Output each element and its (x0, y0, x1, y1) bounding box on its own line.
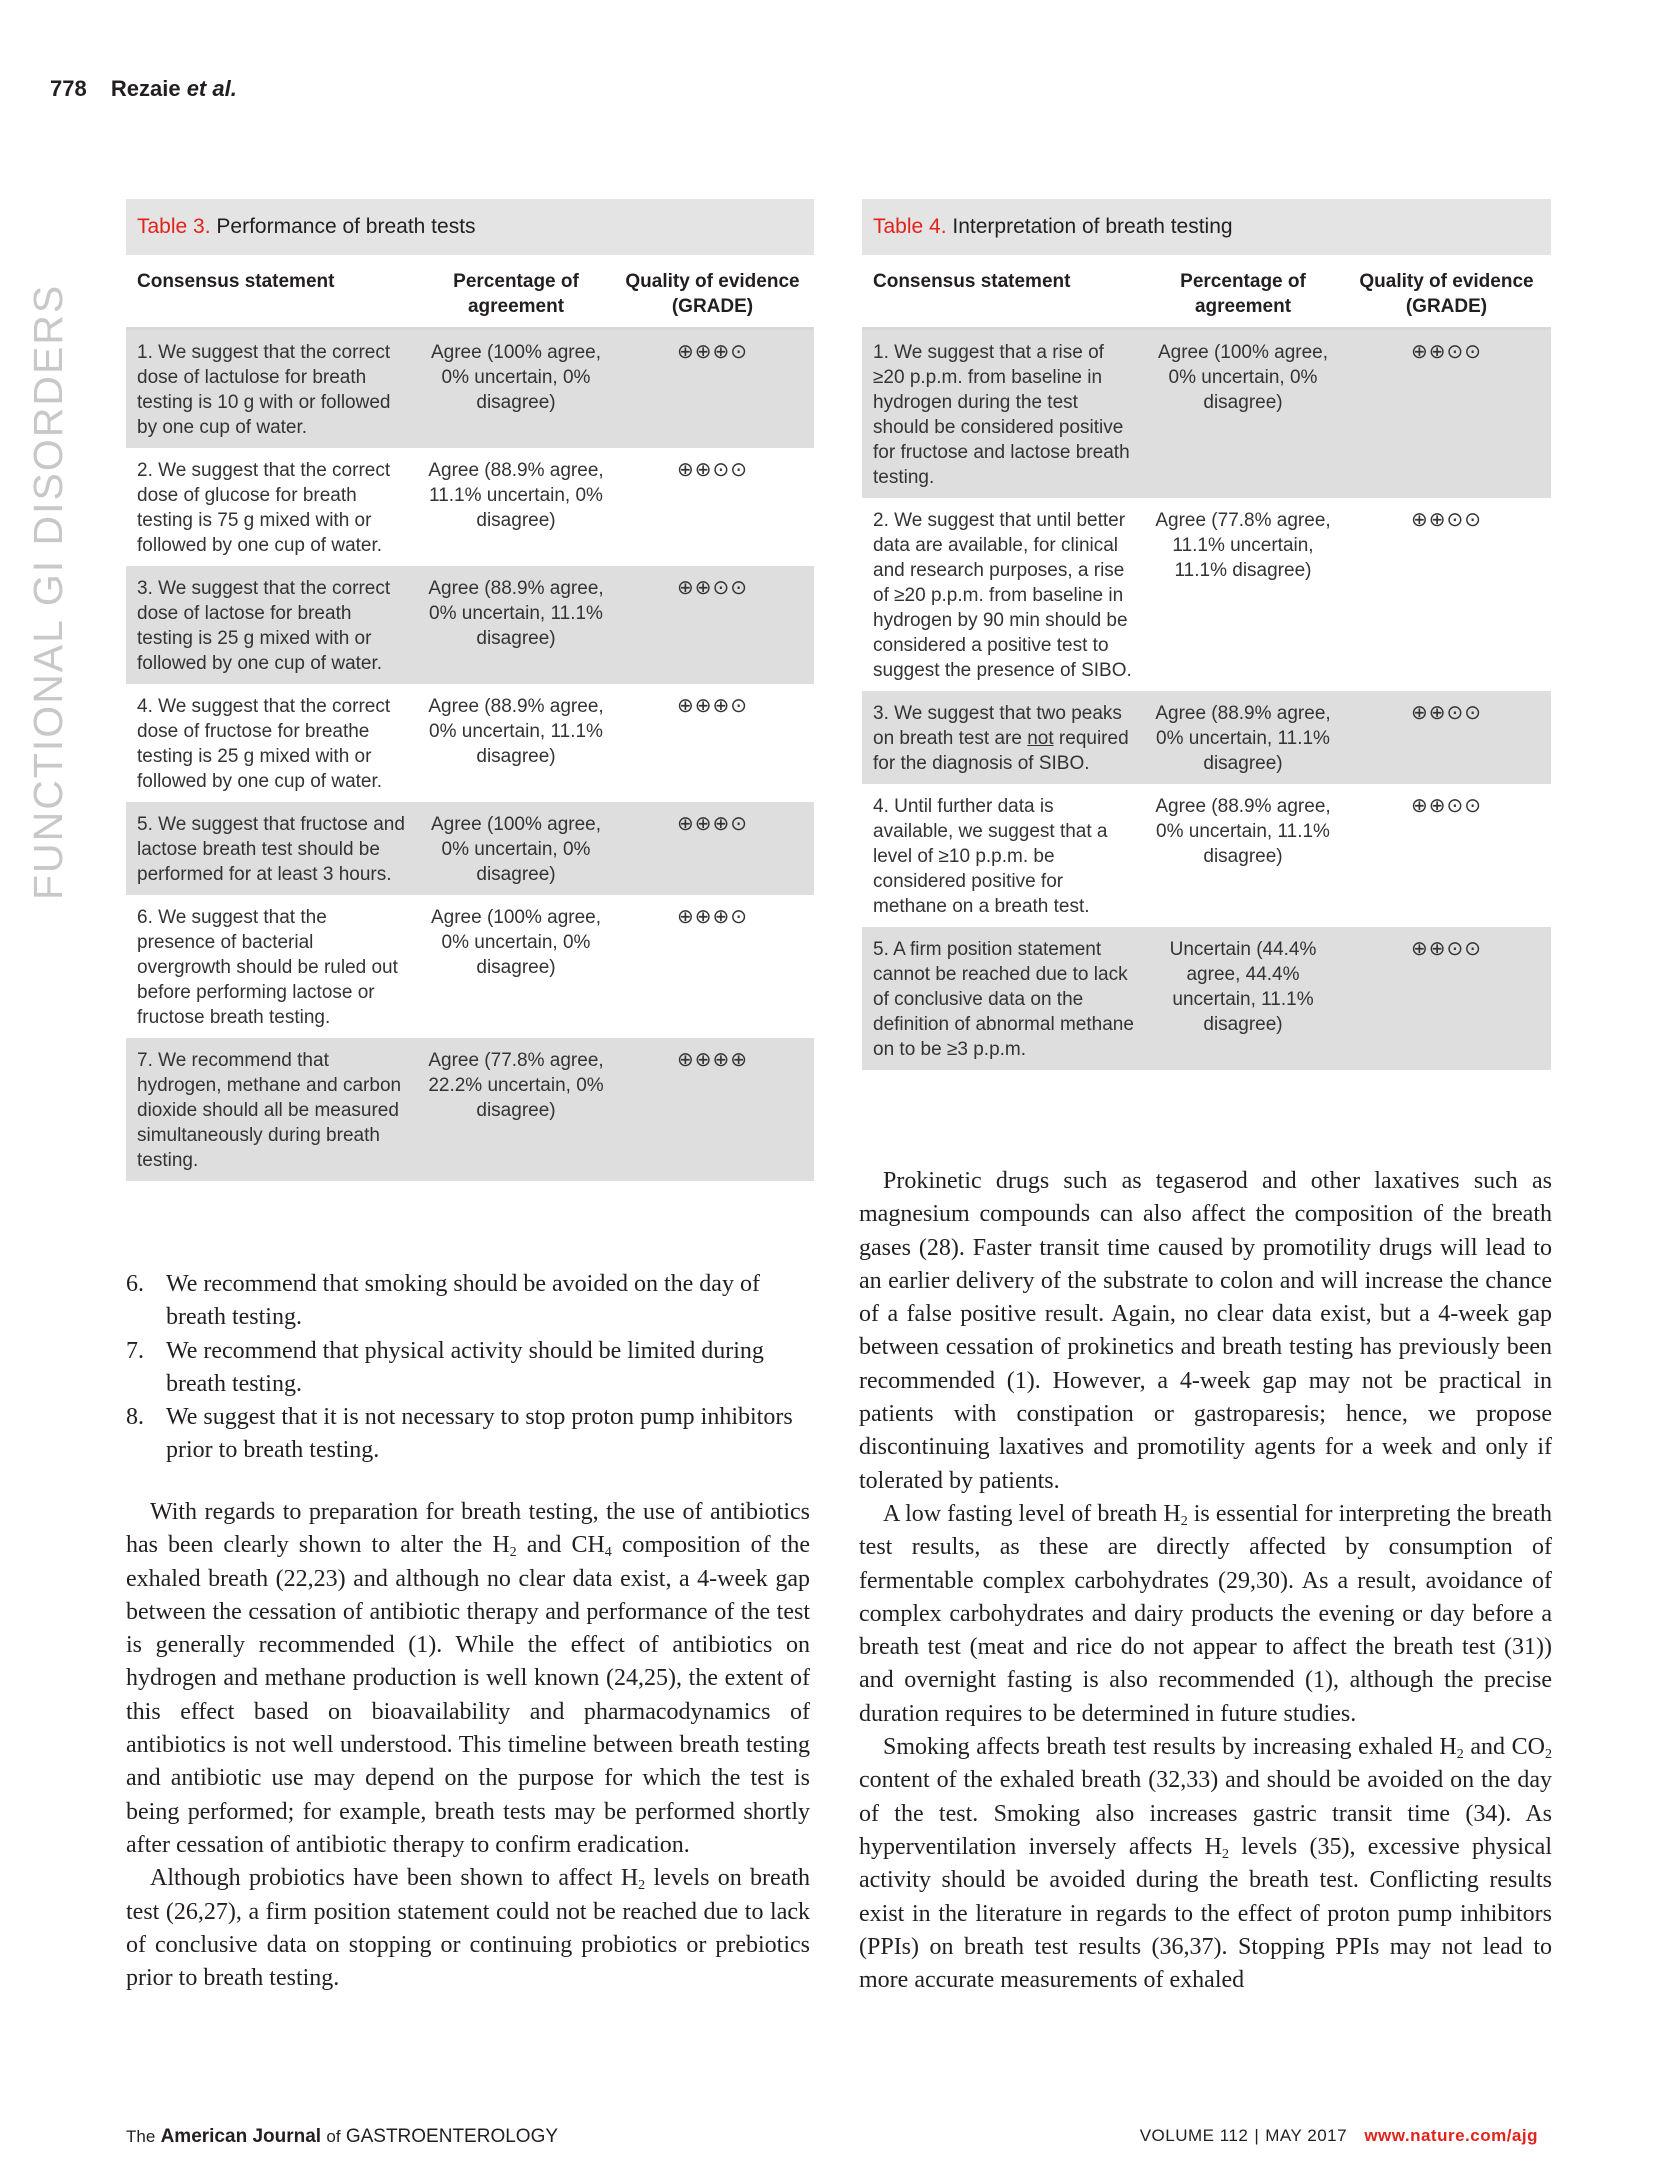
statement-cell: 5. We suggest that fructose and lactose breath test should be performed for at least 3 hours. (137, 814, 405, 885)
table-row (862, 330, 1551, 498)
journal-url-link[interactable]: www.nature.com/ajg (1364, 2126, 1538, 2145)
agreement-cell: Agree (100% agree, 0% uncertain, 0% disagree) (430, 814, 602, 885)
paragraph: Smoking affects breath test results by increasing exhaled $H_2$ and $CO_2$ content of the exhaled breath (32,33) and should be avoided on the day of the test. Smoking also increases gastric transit time (34). As hyperventilation inversely affects $H_2$ levels (35), excessive physical activity should be avoided during the breath test. Conflicting results exist in the literature in regards to the effect of proton pump inhibitors (PPIs) on breath test results (36,37). Stopping PPIs may not lead to more accurate measurements of exhaled (859, 1734, 1553, 1994)
et-al: et al. (186, 76, 237, 101)
table-row (126, 895, 814, 1038)
statement-cell: 7. We recommend that hydrogen, methane and carbon dioxide should all be measured simultaneously during breath testing. (137, 1050, 402, 1171)
page-number: 778 (50, 76, 87, 101)
table-row (126, 1038, 814, 1181)
item-text: We suggest that it is not necessary to stop proton pump inhibitors prior to breath testing. (166, 1404, 793, 1464)
grade-cell: ⊕⊕⊕⊙ (676, 695, 749, 717)
agreement-cell: Uncertain (44.4% agree, 44.4% uncertain, 11.1% disagree) (1169, 939, 1317, 1035)
agreement-cell: Agree (77.8% agree, 22.2% uncertain, 0% disagree) (428, 1050, 604, 1121)
column-header: Percentage of agreement (453, 271, 579, 317)
column-header: Consensus statement (137, 271, 335, 292)
column-header: Consensus statement (873, 271, 1071, 292)
agreement-cell: Agree (88.9% agree, 11.1% uncertain, 0% disagree) (428, 460, 604, 531)
item-number: 7. (126, 1337, 144, 1364)
right-column-body (859, 1165, 1552, 1997)
table-caption (862, 199, 1551, 255)
grade-cell: ⊕⊕⊕⊕ (676, 1049, 749, 1071)
running-author (111, 76, 237, 101)
agreement-cell: Agree (100% agree, 0% uncertain, 0% disagree) (1157, 342, 1329, 413)
statement-cell: 1. We suggest that a rise of ≥20 p.p.m. from baseline in hydrogen during the test should be considered positive for fructose and lactose breath testing. (873, 342, 1130, 488)
agreement-cell: Agree (88.9% agree, 0% uncertain, 11.1% disagree) (1155, 703, 1331, 774)
table-row (126, 566, 814, 684)
table-row (862, 691, 1551, 784)
table-title: Interpretation of breath testing (952, 215, 1233, 238)
item-text: We recommend that smoking should be avoided on the day of breath testing. (166, 1271, 760, 1331)
statement-text: required for the diagnosis of SIBO. (873, 728, 1129, 774)
table-label: Table 3. (137, 215, 211, 238)
table-header-row (862, 255, 1551, 330)
emphasis-not: not (1027, 728, 1054, 749)
grade-cell: ⊕⊕⊕⊙ (676, 341, 749, 363)
column-header: Percentage of agreement (1180, 271, 1306, 317)
paragraph: Prokinetic drugs such as tegaserod and other laxatives such as magnesium compounds can also affect the composition of the breath gases (28). Faster transit time caused by promotility drugs will lead to an earlier delivery of the substrate to colon and will increase the chance of a false positive result. Again, no clear data exist, but a 4-week gap between cessation of prokinetics and breath testing has previously been recommended (1). However, a 4-week gap may not be practical in patients with constipation or gastroparesis; hence, we propose discontinuing laxatives and promotility agents for a week and only if tolerated by patients. (859, 1168, 1552, 1494)
item-number: 6. (126, 1271, 144, 1297)
agreement-cell: Agree (77.8% agree, 11.1% uncertain, 11.1% disagree) (1155, 510, 1331, 581)
page-header (50, 76, 237, 102)
footer-journal: The American Journal of GASTROENTEROLOGY (126, 2126, 559, 2147)
table-row (126, 684, 814, 802)
paragraph: With regards to preparation for breath testing, the use of antibiotics has been clearly shown to alter the $H_2$ and $CH_4$ composition of the exhaled breath (22,23) and although no clear data exist, a 4-week gap between the cessation of antibiotic therapy and performance of the test is generally recommended (1). While the effect of antibiotics on hydrogen and methane production is well known (24,25), the extent of this effect based on bioavailability and pharmacodynamics of antibiotics is not well understood. This timeline between breath testing and antibiotic use may depend on the purpose for which the test is being performed; for example, breath tests may be performed shortly after cessation of antibiotic therapy to confirm eradication. (126, 1499, 810, 1858)
statement-cell: 2. We suggest that until better data are available, for clinical and research purposes, a rise of ≥20 p.p.m. from baseline in hydrogen by 90 min should be considered a positive test to suggest the presence of SIBO. (873, 510, 1132, 681)
recommendation-list (126, 1268, 794, 1468)
author-name: Rezaie (110, 76, 181, 101)
grade-cell: ⊕⊕⊕⊙ (676, 813, 749, 835)
agreement-cell: Agree (88.9% agree, 0% uncertain, 11.1% disagree) (1155, 796, 1331, 867)
statement-cell: 4. Until further data is available, we suggest that a level of ≥10 p.p.m. be considered positive for methane on a breath test. (873, 796, 1108, 917)
table-label: Table 4. (873, 215, 947, 238)
column-header: Quality of evidence (GRADE) (1359, 271, 1534, 317)
agreement-cell: Agree (100% agree, 0% uncertain, 0% disagree) (430, 342, 602, 413)
statement-cell: 6. We suggest that the presence of bacterial overgrowth should be ruled out before performing lactose or fructose breath testing. (137, 907, 398, 1028)
table-title: Performance of breath tests (216, 215, 476, 238)
grade-cell: ⊕⊕⊙⊙ (676, 577, 749, 599)
table-row (126, 448, 814, 566)
paragraph: A low fasting level of breath $H_2$ is essential for interpreting the breath test results, as these are directly affected by consumption of fermentable complex carbohydrates (29,30). As a result, avoidance of complex carbohydrates and dairy products the evening or day before a breath test (meat and rice do not appear to affect the breath test (31)) and overnight fasting is also recommended (1), although the precise duration requires to be determined in future studies. (859, 1500, 1552, 1727)
statement-cell: 1. We suggest that the correct dose of lactulose for breath testing is 10 g with or followed by one cup of water. (137, 342, 391, 438)
table-row (862, 498, 1551, 691)
agreement-cell: Agree (88.9% agree, 0% uncertain, 11.1% disagree) (428, 578, 604, 649)
grade-cell: ⊕⊕⊙⊙ (1410, 795, 1483, 817)
grade-cell: ⊕⊕⊙⊙ (1410, 509, 1483, 531)
item-text: We recommend that physical activity should be limited during breath testing. (166, 1337, 764, 1397)
list-item (126, 1401, 794, 1468)
grade-cell: ⊕⊕⊙⊙ (1410, 341, 1483, 363)
table-header-row (126, 255, 814, 330)
item-number: 8. (126, 1404, 144, 1431)
list-item (126, 1268, 794, 1335)
section-side-label: FUNCTIONAL GI DISORDERS (25, 283, 71, 900)
left-column-body (126, 1496, 810, 1995)
table-row (126, 330, 814, 448)
grade-cell: ⊕⊕⊙⊙ (676, 459, 749, 481)
statement-cell: 4. We suggest that the correct dose of fructose for breathe testing is 25 g mixed with or followed by one cup of water. (137, 696, 391, 792)
grade-cell: ⊕⊕⊕⊙ (676, 906, 749, 928)
table-row (126, 802, 814, 895)
statement-cell (862, 701, 1134, 776)
grade-cell: ⊕⊕⊙⊙ (1410, 702, 1483, 724)
table-row (862, 784, 1551, 927)
statement-cell: 5. A firm position statement cannot be reached due to lack of conclusive data on the definition of abnormal methane on to be ≥3 p.p.m. (873, 939, 1134, 1060)
statement-cell: 3. We suggest that the correct dose of lactose for breath testing is 25 g mixed with or followed by one cup of water. (137, 578, 391, 674)
statement-cell: 2. We suggest that the correct dose of glucose for breath testing is 75 g mixed with or followed by one cup of water. (137, 460, 391, 556)
grade-cell: ⊕⊕⊙⊙ (1410, 938, 1483, 960)
table-row (862, 927, 1551, 1070)
agreement-cell: Agree (100% agree, 0% uncertain, 0% disagree) (430, 907, 602, 978)
list-item (126, 1335, 794, 1402)
footer-volume: VOLUME 112 | MAY 2017 www.nature.com/ajg (1139, 2126, 1538, 2145)
table-4 (862, 199, 1551, 1070)
statement-text: 3. We suggest that two peaks on breath test are (873, 703, 1122, 749)
paragraph: Although probiotics have been shown to affect $H_2$ levels on breath test (26,27), a firm position statement could not be reached due to lack of conclusive data on stopping or continuing probiotics or prebiotics prior to breath testing. (126, 1865, 810, 1992)
table-caption (126, 199, 814, 255)
table-3 (126, 199, 814, 1181)
column-header: Quality of evidence (GRADE) (625, 271, 800, 317)
agreement-cell: Agree (88.9% agree, 0% uncertain, 11.1% disagree) (428, 696, 604, 767)
